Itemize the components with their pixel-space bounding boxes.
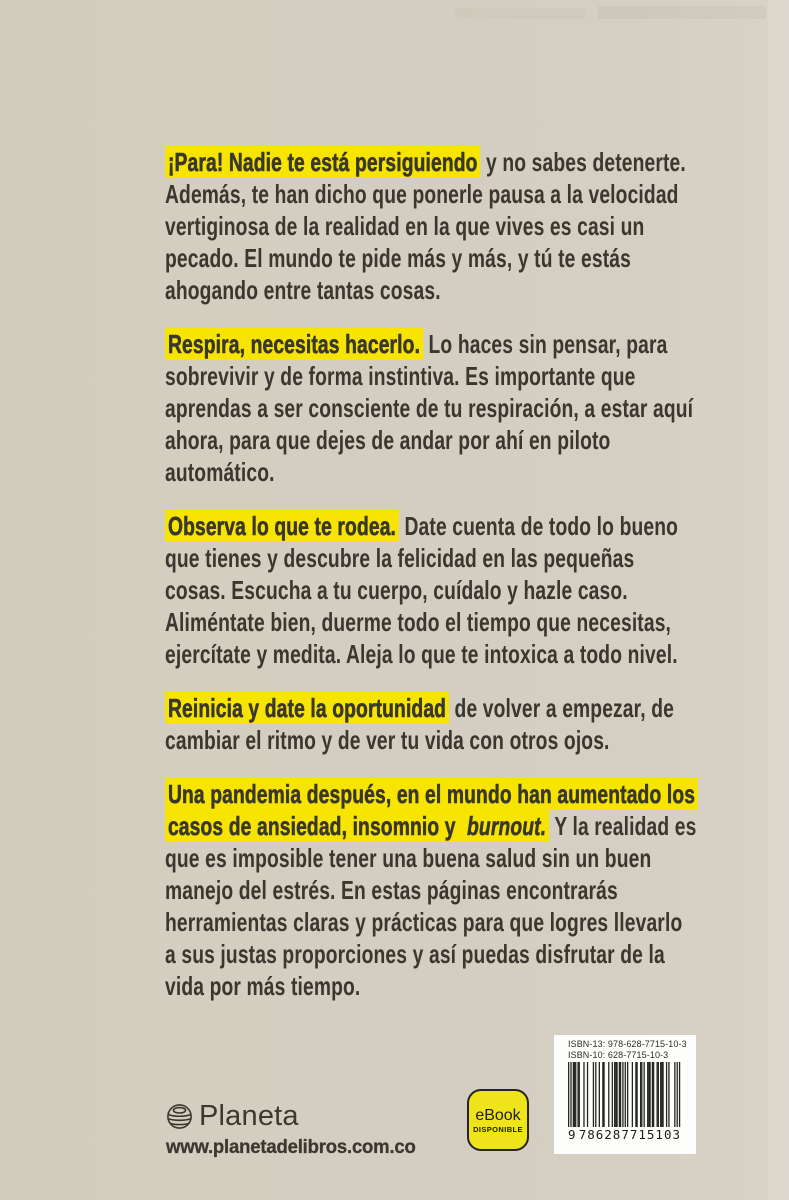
isbn13-label: ISBN-13: 978-628-7715-10-3 (568, 1039, 687, 1049)
print-artifact (598, 6, 766, 19)
body-text: Date cuenta de todo lo bueno que tienes y descubre la felicidad en las pequeñas cosas. Escucha a tu cuerpo, cuídalo y hazle caso. Aliméntate bien, duerme todo el tiempo que necesitas, ejercítate y medita. Aleja lo que te intoxica a todo nivel. (165, 511, 679, 669)
ean-digit-group: 9 (568, 1127, 579, 1142)
highlighted-text: Observa lo que te rodea. (165, 510, 399, 542)
back-cover-text (165, 146, 697, 1024)
body-text: Y la realidad es que es imposible tener una buena salud sin un buen manejo del estrés. En estas páginas encontrarás herramientas claras y prácticas para que logres llevarlo a sus justas proporciones y así puedas disfrutar de la vida por más tiempo. (165, 811, 697, 1001)
back-cover-paragraph (165, 328, 697, 488)
page-edge-shading (768, 0, 789, 1200)
planeta-globe-icon (166, 1103, 193, 1130)
body-text: y no sabes detenerte. Además, te han dicho que ponerle pausa a la velocidad vertiginosa de la realidad en la que vives es casi un pecado. El mundo te pide más y más, y tú te estás ahogando entre tantas cosas. (165, 147, 686, 305)
ebook-badge-subtitle: DISPONIBLE (473, 1124, 523, 1134)
back-cover-paragraph (165, 146, 697, 306)
ebook-badge-title: eBook (475, 1106, 521, 1124)
print-artifact (455, 8, 585, 19)
highlighted-text: Reinicia y date la oportunidad (165, 692, 449, 724)
publisher-website: www.planetadelibros.com.co (166, 1136, 416, 1158)
publisher-logo (166, 1100, 429, 1133)
highlighted-text: Respira, necesitas hacerlo. (165, 328, 423, 360)
isbn10-label: ISBN-10: 628-7715-10-3 (568, 1049, 669, 1060)
publisher-name: Planeta (199, 1100, 299, 1132)
highlighted-text: burnout. (464, 810, 549, 842)
ebook-badge (467, 1089, 529, 1151)
publisher-imprint (166, 1100, 429, 1159)
back-cover-paragraph (165, 692, 697, 756)
body-text: Lo haces sin pensar, para sobrevivir y de forma instintiva. Es importante que aprendas a ser consciente de tu respiración, a estar aquí ahora, para que dejes de andar por ahí en piloto automático. (165, 329, 694, 487)
ean13-number (568, 1127, 681, 1142)
highlighted-text: Una pandemia después, en el mundo han aumentado los casos de ansiedad, insomnio y (165, 778, 698, 842)
highlighted-text: ¡Para! Nadie te está persiguiendo (165, 146, 481, 178)
body-text: de volver a empezar, de cambiar el ritmo y de ver tu vida con otros ojos. (165, 693, 674, 755)
ean-digit-group: 786287 (578, 1127, 630, 1142)
back-cover-paragraph (165, 778, 697, 1002)
back-cover-paragraph (165, 510, 697, 670)
isbn-barcode-panel (554, 1035, 696, 1154)
ean-digit-group: 715103 (629, 1127, 681, 1142)
